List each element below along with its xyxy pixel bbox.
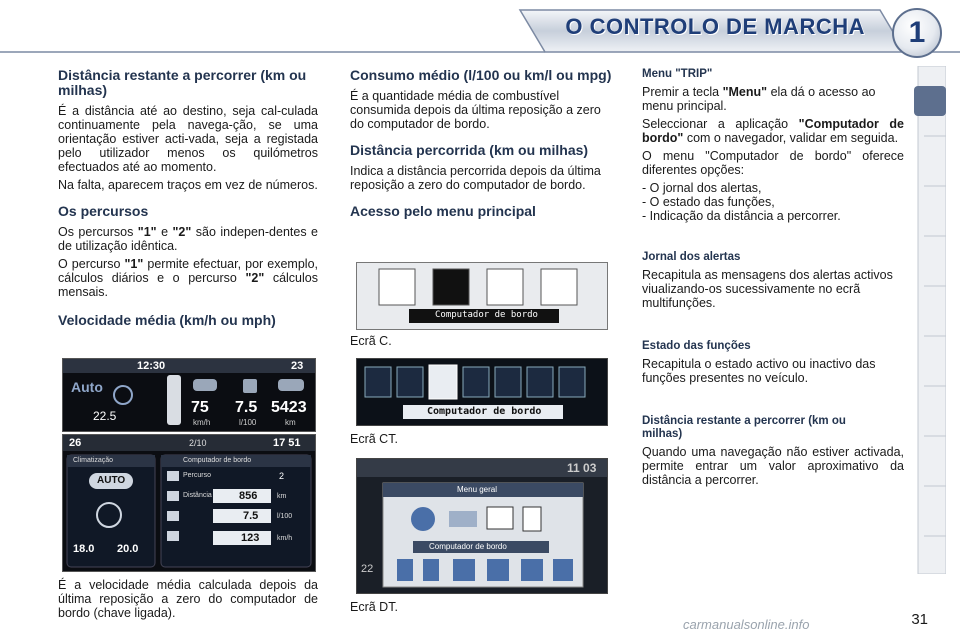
panel-climate-title: Climatização (73, 457, 114, 464)
list-item: - Indicação da distância a percorrer. (642, 209, 841, 223)
trip-computer-icon (429, 365, 457, 399)
heading-trips: Os percursos (58, 203, 149, 219)
watermark: carmanualsonline.info (683, 617, 810, 632)
paragraph-trips-usage: O percurso "1" permite efectuar, por exemplo, cálculos diários e o percurso "2" cálculos mensais. (58, 257, 318, 299)
trip-consumption-value: 7.5 (243, 510, 259, 522)
paragraph-trips-independent: Os percursos "1" e "2" são indepen-dentes e de utilização idêntica. (58, 225, 318, 253)
display-auto-label: Auto (71, 379, 103, 395)
settings-icon (487, 269, 523, 305)
navigation-icon (379, 269, 415, 305)
paragraph-press-menu: Premir a tecla "Menu" ela dá o acesso ao menu principal. (642, 85, 876, 113)
column-middle (350, 68, 612, 225)
display-navigation-index: 2/10 (189, 438, 207, 448)
navigation-icon (411, 507, 435, 531)
caption-screen-dt: Ecrã DT. (350, 600, 398, 614)
paragraph-alert-log: Recapitula as mensagens dos alertas activos viualizando-os sucessivamente no ecrã multifunções. (642, 268, 893, 310)
column-left (58, 68, 318, 334)
trip-number: 2 (279, 471, 285, 481)
options-list (642, 181, 904, 223)
trip-distance-unit: km (277, 493, 287, 500)
heading-alert-log: Jornal dos alertas (642, 251, 741, 263)
speed-icon (167, 531, 179, 541)
distance-icon (167, 491, 179, 501)
list-item: - O jornal dos alertas, (642, 181, 762, 195)
screen-dt-menu-title: Menu geral (457, 485, 498, 494)
page-header (0, 0, 960, 62)
trip-distance-value: 856 (239, 490, 258, 502)
audio-icon (397, 559, 413, 581)
fuel-icon (243, 379, 257, 393)
heading-distance-travelled: Distância percorrida (km ou milhas) (350, 142, 589, 158)
heading-average-speed: Velocidade média (km/h ou mph) (58, 312, 276, 328)
car-icon (193, 379, 217, 391)
caption-screen-ct: Ecrã CT. (350, 432, 398, 446)
paragraph-remaining-distance: É a distância até ao destino, seja cal-culada continuamente pela navega-ção, se uma orientação estiver acti-vada, seja a registada pelo utilizador menos os quilómetros efectuados até ao momento. (58, 104, 318, 174)
page-number: 31 (911, 611, 928, 628)
screenshot-screen-ct (356, 358, 608, 426)
display-temperature: 23 (291, 360, 304, 372)
screen-dt-time: 11 03 (567, 461, 597, 475)
screenshot-screen-dt (356, 458, 608, 594)
trip-consumption-unit: l/100 (277, 513, 293, 520)
screen-ct-selected-label: Computador de bordo (427, 406, 542, 417)
display-time: 17 51 (273, 437, 301, 449)
caption-screen-c: Ecrã C. (350, 334, 392, 348)
trip-computer-icon (433, 269, 469, 305)
screenshot-screen-c (356, 262, 608, 330)
display-average-consumption-value: 7.5 (235, 399, 258, 416)
tv-icon (487, 559, 509, 581)
paragraph-average-speed: É a velocidade média calculada depois da última reposição a zero do computador de bordo (chave ligada). (58, 578, 318, 620)
screen-c-selected-label: Computador de bordo (435, 310, 538, 320)
column-right (642, 68, 904, 491)
mobile-icon (495, 367, 521, 397)
climate-icon (559, 367, 585, 397)
paragraph-dashes: Na falta, aparecem traços em vez de números. (58, 178, 318, 192)
distance-row-label: Distância (183, 492, 212, 499)
paragraph-average-consumption: É a quantidade média de combustível consumida depois da última reposição a zero do computador de bordo. (350, 89, 601, 131)
panel-trip-computer-title: Computador de bordo (183, 457, 252, 464)
display-fan-temp: 22.5 (93, 409, 117, 423)
seat-icon (114, 386, 132, 404)
climate-auto-label: AUTO (97, 475, 126, 486)
active-chapter-tab[interactable] (914, 86, 946, 116)
display-distance-value: 5423 (271, 399, 307, 416)
phone-icon (449, 511, 477, 527)
audio-icon (463, 367, 489, 397)
paragraph-remaining-distance-menu: Quando uma navegação não estiver activada, permite entrar um valor aproximativo da distância a percorrer. (642, 445, 904, 487)
paragraph-distance-travelled: Indica a distância percorrida depois da última reposição a zero do computador de bordo. (350, 164, 601, 192)
paragraph-menu-options: O menu "Computador de bordo" oferece diferentes opções: (642, 149, 904, 177)
trip-row-label: Percurso (183, 472, 212, 479)
climate-temp-right: 20.0 (117, 543, 139, 555)
climate-icon (521, 559, 543, 581)
settings-icon (423, 559, 439, 581)
heading-remaining-distance-menu: Distância restante a percorrer (km ou milhas) (642, 415, 846, 440)
chapter-tabs (914, 66, 946, 574)
page-title: O CONTROLO DE MARCHA (565, 14, 865, 39)
climate-icon (541, 269, 577, 305)
paragraph-function-status: Recapitula o estado activo ou inactivo das funções presentes no veículo. (642, 357, 876, 385)
notes-icon (523, 507, 541, 531)
display-unit-speed: km/h (193, 418, 211, 427)
car-distance-icon (278, 379, 304, 391)
flag-icon (167, 471, 179, 481)
video-icon (453, 559, 475, 581)
navigation-icon (365, 367, 391, 397)
screen-dt-selected-label: Computador de bordo (429, 542, 507, 551)
display-screenshot-multifunction (62, 434, 316, 572)
heading-remaining-distance: Distância restante a percorrer (km ou milhas) (58, 67, 307, 98)
climate-temp-left: 18.0 (73, 543, 95, 555)
trip-speed-unit: km/h (277, 535, 293, 542)
paragraph-select-application: Seleccionar a aplicação "Computador de bordo" com o navegador, validar em seguida. (642, 117, 904, 145)
fuel-icon (167, 511, 179, 521)
display-unit-consumption: l/100 (239, 418, 257, 427)
heading-function-status: Estado das funções (642, 340, 751, 352)
trip-computer-icon (487, 507, 513, 529)
display-average-speed-value: 75 (191, 399, 209, 416)
display-outside-temp: 26 (69, 437, 82, 449)
chapter-number-badge: 1 (892, 8, 942, 58)
list-item: - O estado das funções, (642, 195, 775, 209)
display-unit-distance: km (285, 418, 296, 427)
phone-icon (397, 367, 423, 397)
display-time: 12:30 (137, 360, 166, 372)
heading-main-menu-access: Acesso pelo menu principal (350, 203, 536, 219)
display-screenshot-trip (62, 358, 316, 432)
heading-trip-menu: Menu "TRIP" (642, 68, 713, 80)
settings-icon (527, 367, 553, 397)
screen-dt-side-value: 22 (361, 563, 374, 575)
trip-speed-value: 123 (241, 532, 260, 544)
tools-icon (553, 559, 573, 581)
heading-average-consumption: Consumo médio (l/100 ou km/l ou mpg) (350, 67, 612, 83)
